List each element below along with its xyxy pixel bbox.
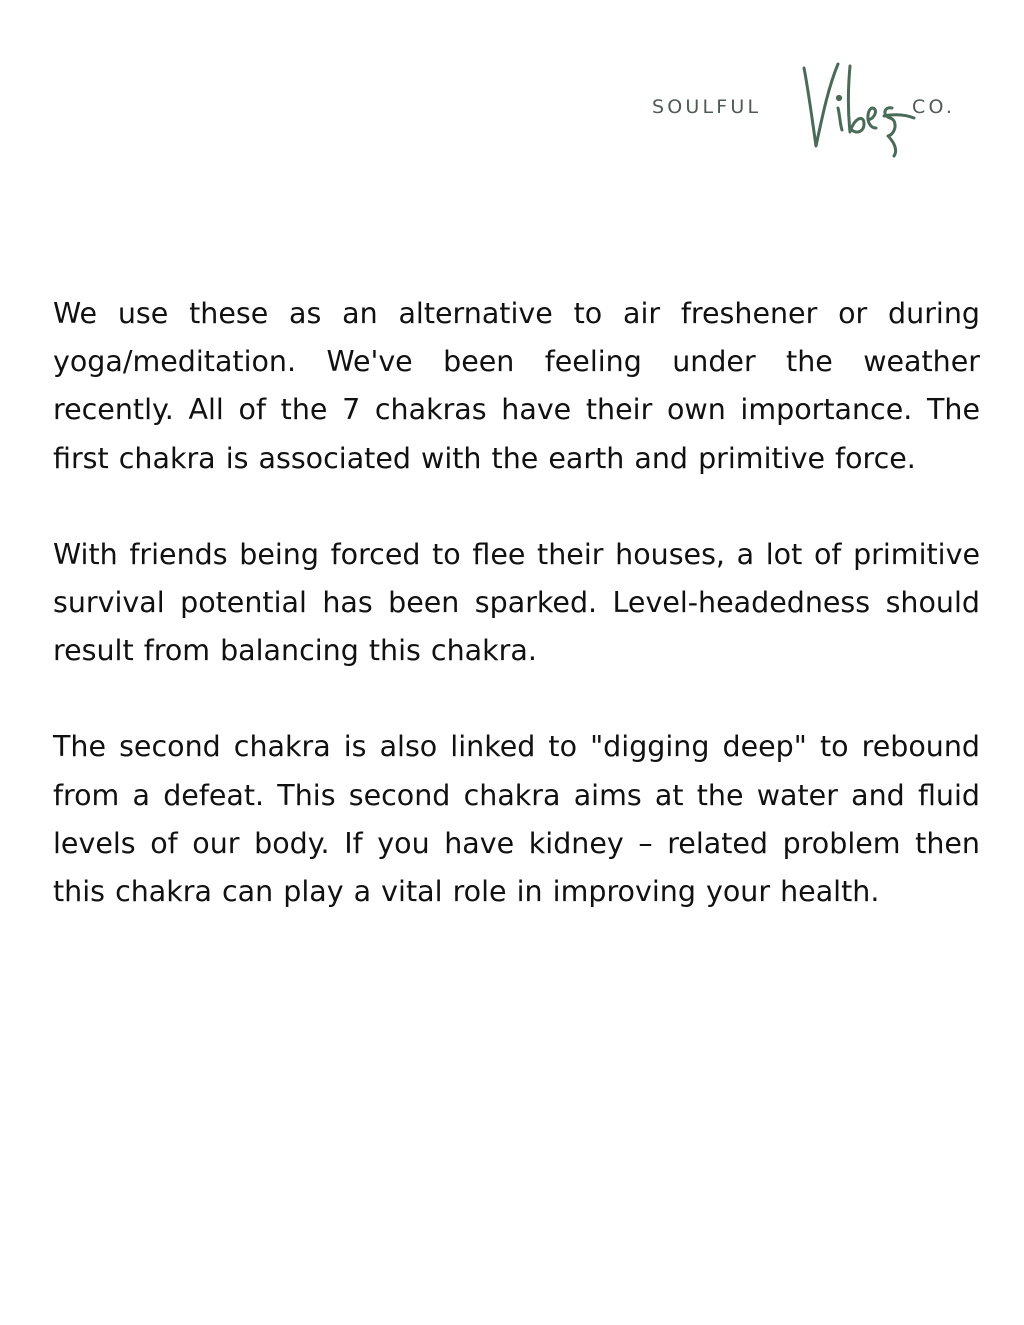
- paragraph-2: With friends being forced to flee their houses, a lot of primitive survival potential has been sparked. Level-headedness should result from balancing this chakra.: [53, 537, 980, 668]
- logo-word-soulful: SOULFUL: [652, 96, 762, 118]
- article-body: [53, 290, 980, 964]
- brand-logo: [648, 58, 980, 158]
- logo-word-co: CO.: [912, 96, 956, 118]
- paragraph-1: We use these as an alternative to air freshener or during yoga/meditation. We've been feeling under the weather recently. All of the 7 chakras have their own importance. The first chakra is associated with the earth and primitive force.: [53, 297, 980, 475]
- paragraph-3: The second chakra is also linked to "digging deep" to rebound from a defeat. This second chakra aims at the water and fluid levels of our body. If you have kidney – related problem then this chakra can play a vital role in improving your health.: [53, 730, 980, 909]
- logo-script-vibes: [798, 58, 918, 158]
